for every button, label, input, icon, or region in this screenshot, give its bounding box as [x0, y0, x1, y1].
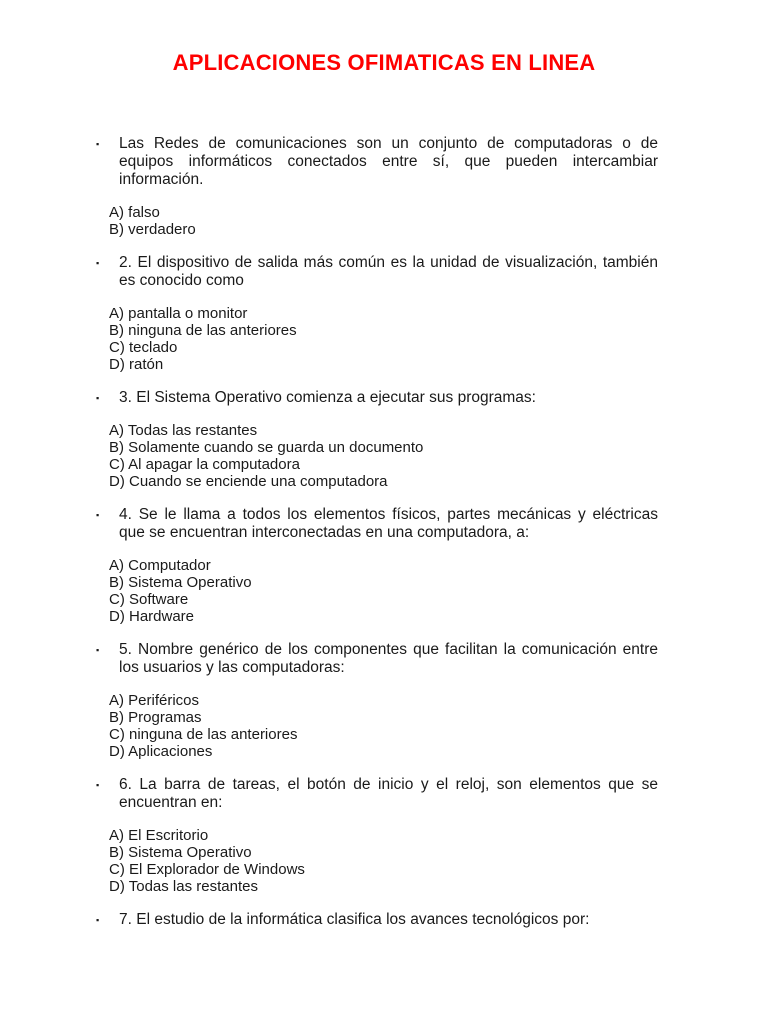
answer-option: C) ninguna de las anteriores: [109, 726, 298, 743]
answer-option: B) Solamente cuando se guarda un documento: [109, 439, 424, 456]
question-label: 4. Se le llama a todos los elementos físicos, partes mecánicas y eléctricas que se encuentran interconectadas en una computadora, a:: [119, 506, 658, 541]
question-label: 7. El estudio de la informática clasifica los avances tecnológicos por:: [119, 911, 590, 928]
answer-option: A) Periféricos: [109, 692, 200, 709]
question-block: [0, 776, 768, 895]
question-text: [0, 254, 768, 290]
question-text: [0, 911, 768, 929]
answer-option: C) El Explorador de Windows: [109, 861, 305, 878]
answer-option: C) teclado: [109, 339, 178, 356]
question-label: 3. El Sistema Operativo comienza a ejecutar sus programas:: [119, 389, 536, 406]
question-block: [0, 135, 768, 238]
bullet-icon: ▪: [96, 139, 100, 149]
question-text: [0, 641, 768, 677]
bullet-icon: ▪: [96, 258, 100, 268]
answer-option: A) pantalla o monitor: [109, 305, 248, 322]
answer-option: A) falso: [109, 204, 160, 221]
bullet-icon: ▪: [96, 510, 100, 520]
question-text: [0, 776, 768, 812]
answer-option: C) Al apagar la computadora: [109, 456, 300, 473]
question-block: [0, 254, 768, 373]
answer-option: D) Aplicaciones: [109, 743, 213, 760]
answer-option: A) Computador: [109, 557, 211, 574]
answer-option: B) Programas: [109, 709, 202, 726]
question-list: [0, 135, 768, 945]
answer-options: [0, 557, 768, 625]
question-label: 6. La barra de tareas, el botón de inicio y el reloj, son elementos que se encuentran en:: [119, 776, 658, 811]
question-block: [0, 506, 768, 625]
answer-option: B) Sistema Operativo: [109, 844, 252, 861]
bullet-icon: ▪: [96, 780, 100, 790]
answer-option: D) Hardware: [109, 608, 195, 625]
question-label: 2. El dispositivo de salida más común es la unidad de visualización, también es conocido como: [119, 254, 658, 289]
question-label: Las Redes de comunicaciones son un conjunto de computadoras o de equipos informáticos conectados entre sí, que pueden intercambiar información.: [119, 135, 658, 188]
answer-options: [0, 305, 768, 373]
answer-option: C) Software: [109, 591, 189, 608]
bullet-icon: ▪: [96, 645, 100, 655]
answer-option: D) ratón: [109, 356, 164, 373]
answer-option: B) verdadero: [109, 221, 196, 238]
answer-option: B) ninguna de las anteriores: [109, 322, 297, 339]
question-block: [0, 389, 768, 490]
answer-options: [0, 204, 768, 238]
question-block: [0, 641, 768, 760]
question-text: [0, 506, 768, 542]
answer-options: [0, 827, 768, 895]
document-title: APLICACIONES OFIMATICAS EN LINEA: [172, 50, 596, 75]
question-block: [0, 911, 768, 929]
question-label: 5. Nombre genérico de los componentes que facilitan la comunicación entre los usuarios y las computadoras:: [119, 641, 658, 676]
question-text: [0, 135, 768, 189]
answer-option: D) Todas las restantes: [109, 878, 258, 895]
answer-options: [0, 422, 768, 490]
answer-options: [0, 692, 768, 760]
answer-option: B) Sistema Operativo: [109, 574, 252, 591]
answer-option: D) Cuando se enciende una computadora: [109, 473, 388, 490]
answer-option: A) Todas las restantes: [109, 422, 258, 439]
bullet-icon: ▪: [96, 393, 100, 403]
bullet-icon: ▪: [96, 915, 100, 925]
answer-option: A) El Escritorio: [109, 827, 209, 844]
question-text: [0, 389, 768, 407]
